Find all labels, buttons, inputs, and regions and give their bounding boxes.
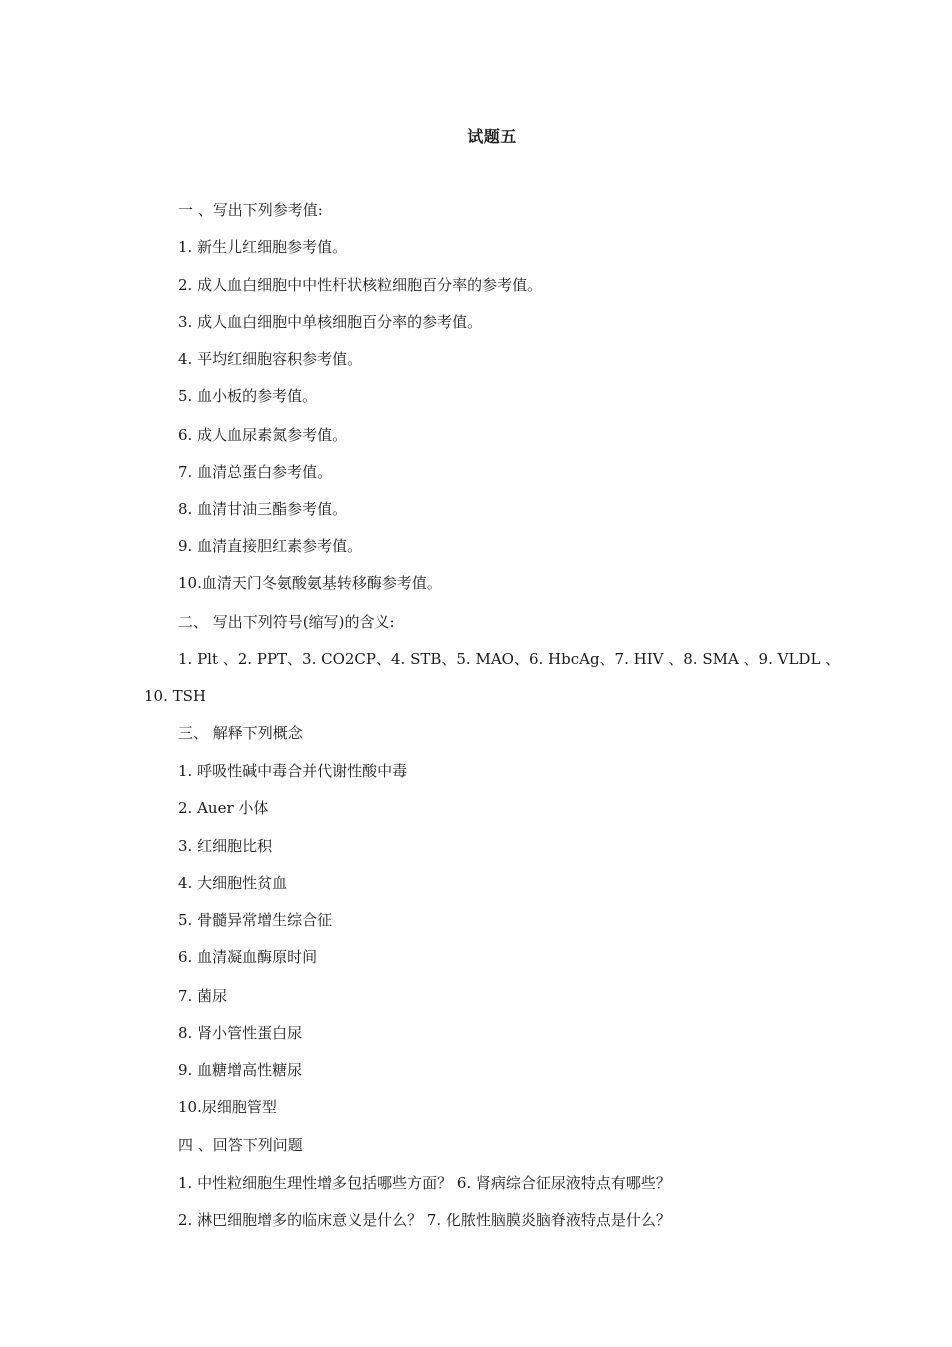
section-4-item: 2. 淋巴细胞增多的临床意义是什么？ 7. 化脓性脑膜炎脑脊液特点是什么？ bbox=[178, 1211, 671, 1229]
section-1-heading: 一 、写出下列参考值: bbox=[178, 201, 323, 219]
section-3-item: 7. 菌尿 bbox=[178, 987, 228, 1005]
document-title: 试题五 bbox=[467, 127, 517, 146]
section-1-item: 4. 平均红细胞容积参考值。 bbox=[178, 350, 363, 368]
section-1-item: 7. 血清总蛋白参考值。 bbox=[178, 463, 333, 481]
section-1-item: 6. 成人血尿素氮参考值。 bbox=[178, 426, 348, 444]
section-2-heading: 二、 写出下列符号(缩写)的含义: bbox=[178, 613, 395, 631]
section-3-item: 1. 呼吸性碱中毒合并代谢性酸中毒 bbox=[178, 762, 408, 780]
section-2-item: 10. TSH bbox=[144, 687, 206, 705]
section-1-item: 9. 血清直接胆红素参考值。 bbox=[178, 537, 363, 555]
section-3-item: 3. 红细胞比积 bbox=[178, 837, 273, 855]
section-2-item: 1. Plt 、2. PPT、3. CO2CP、4. STB、5. MAO、6. HbcAg、7. HIV 、8. SMA 、9. VLDL 、 bbox=[178, 650, 841, 668]
section-3-item: 9. 血糖增高性糖尿 bbox=[178, 1061, 303, 1079]
section-1-item: 5. 血小板的参考值。 bbox=[178, 387, 318, 405]
section-4-heading: 四 、回答下列问题 bbox=[178, 1136, 303, 1154]
section-1-item: 3. 成人血白细胞中单核细胞百分率的参考值。 bbox=[178, 313, 483, 331]
section-3-item: 4. 大细胞性贫血 bbox=[178, 874, 288, 892]
section-3-item: 5. 骨髓异常增生综合征 bbox=[178, 911, 333, 929]
section-3-item: 10.尿细胞管型 bbox=[178, 1098, 277, 1116]
section-3-item: 2. Auer 小体 bbox=[178, 799, 269, 817]
section-3-item: 6. 血清凝血酶原时间 bbox=[178, 948, 318, 966]
section-1-item: 2. 成人血白细胞中中性杆状核粒细胞百分率的参考值。 bbox=[178, 276, 543, 294]
section-4-item: 1. 中性粒细胞生理性增多包括哪些方面？ 6. 肾病综合征尿液特点有哪些？ bbox=[178, 1174, 671, 1192]
section-3-heading: 三、 解释下列概念 bbox=[178, 724, 303, 742]
section-1-item: 10.血清天门冬氨酸氨基转移酶参考值。 bbox=[178, 574, 442, 592]
section-3-item: 8. 肾小管性蛋白尿 bbox=[178, 1024, 303, 1042]
section-1-item: 1. 新生儿红细胞参考值。 bbox=[178, 238, 348, 256]
section-1-item: 8. 血清甘油三酯参考值。 bbox=[178, 500, 348, 518]
